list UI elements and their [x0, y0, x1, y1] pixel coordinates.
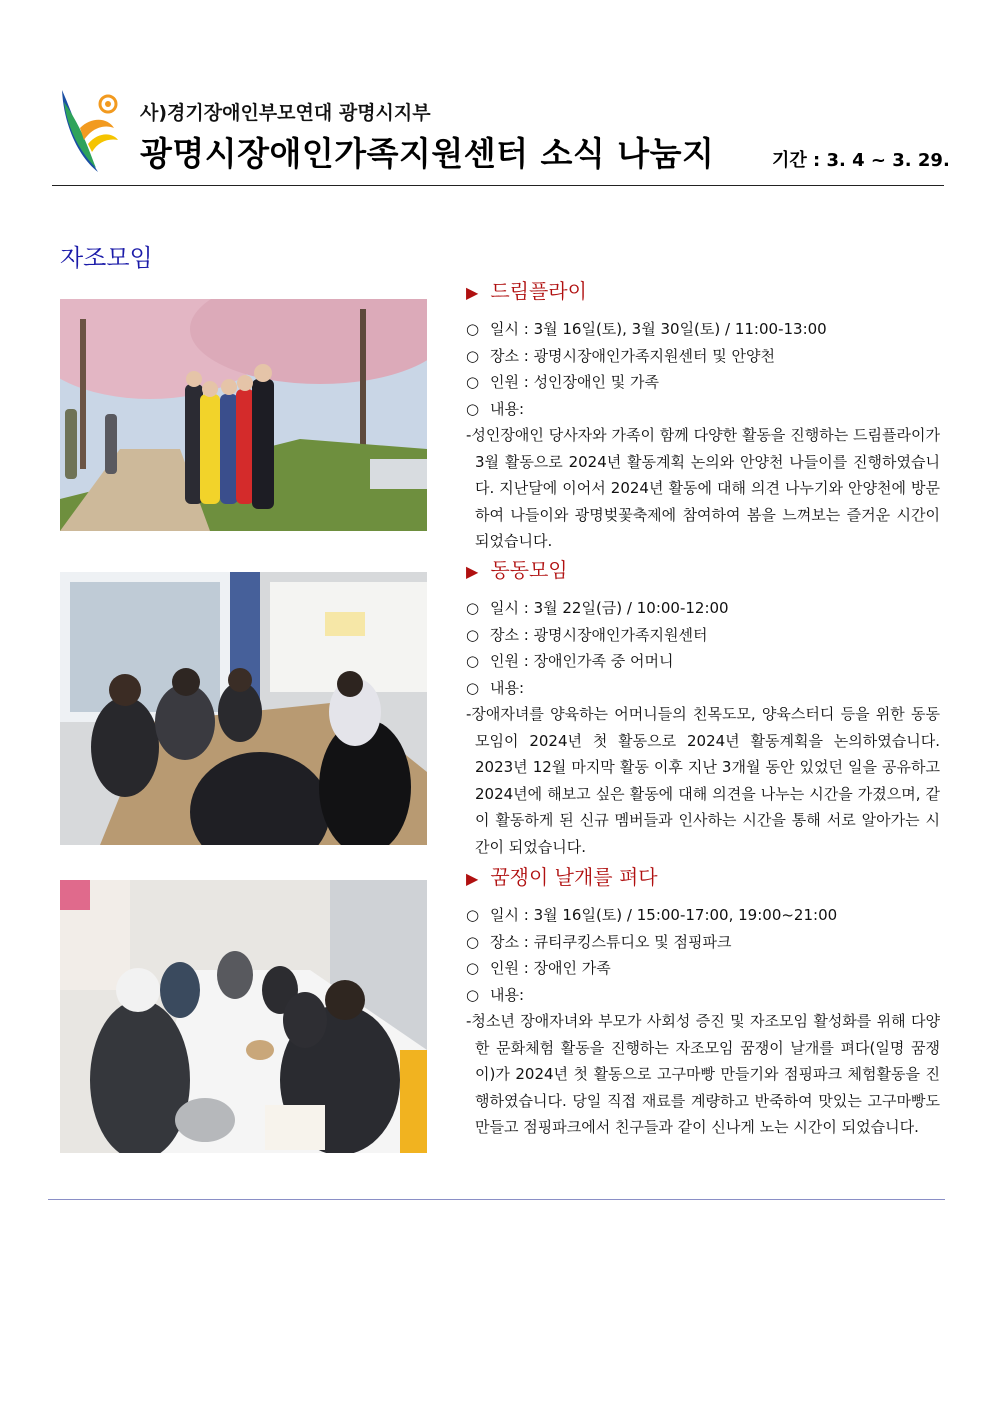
- activity-title-text: 동동모임: [490, 558, 568, 582]
- activity-photo-dongdong: [60, 572, 427, 845]
- section-title: 자조모임: [60, 244, 153, 272]
- circle-bullet-icon: ○: [466, 932, 480, 951]
- triangle-right-icon: ▶: [466, 562, 479, 581]
- triangle-right-icon: ▶: [466, 283, 479, 302]
- circle-bullet-icon: ○: [466, 625, 480, 644]
- circle-bullet-icon: ○: [466, 346, 480, 365]
- circle-bullet-icon: ○: [466, 320, 480, 338]
- circle-bullet-icon: ○: [466, 652, 480, 670]
- activity-participants: ○ 인원 : 장애인가족 중 어머니: [466, 648, 940, 675]
- circle-bullet-icon: ○: [466, 678, 480, 697]
- organization-logo: [58, 88, 124, 174]
- activity-title: [466, 862, 940, 892]
- activity-title: [466, 555, 940, 585]
- activity-place: ○ 장소 : 큐티쿠킹스튜디오 및 점핑파크: [466, 929, 940, 956]
- circle-bullet-icon: ○: [466, 959, 480, 977]
- activity-participants: ○ 인원 : 장애인 가족: [466, 955, 940, 982]
- circle-bullet-icon: ○: [466, 985, 480, 1004]
- activity-description: -장애자녀를 양육하는 어머니들의 친목도모, 양육스터디 등을 위한 동동모임이 2024년 첫 활동으로 2024년 활동계획을 논의하였습니다. 2023년 12월 마지막 활동 이후 지난 3개월 동안 있었던 일을 공유하고 2024년에 해보고 싶은 활동에 대해 의견을 나누는 시간을 가졌으며, 같이 활동하게 된 신규 멤버들과 인사하는 시간을 통해 서로 알아가는 시간이 되었습니다.: [466, 705, 940, 856]
- activity-place: ○ 장소 : 광명시장애인가족지원센터: [466, 622, 940, 649]
- activity-content-label: ○ 내용:: [466, 396, 940, 423]
- activity-participants: ○ 인원 : 성인장애인 및 가족: [466, 369, 940, 396]
- activity-date: ○ 일시 : 3월 16일(토) / 15:00-17:00, 19:00~21:00: [466, 902, 940, 929]
- triangle-right-icon: ▶: [466, 869, 479, 888]
- activity-title: [466, 276, 940, 306]
- activity-content-label: ○ 내용:: [466, 982, 940, 1009]
- circle-bullet-icon: ○: [466, 399, 480, 418]
- header-divider: [52, 185, 944, 186]
- organization-name: 사)경기장애인부모연대 광명시지부: [140, 102, 431, 124]
- activity-photo-kkumjaengi: [60, 880, 427, 1153]
- activity-photo-dreamfly: [60, 299, 427, 531]
- activity-description: -청소년 장애자녀와 부모가 사회성 증진 및 자조모임 활성화를 위해 다양한 문화체험 활동을 진행하는 자조모임 꿈쟁이 날개를 펴다(일명 꿈쟁이)가 2024년 첫 활동으로 고구마빵 만들기와 점핑파크 체험활동을 진행하였습니다. 당일 직접 재료를 계량하고 반죽하여 맛있는 고구마빵도 만들고 점핑파크에서 친구들과 같이 신나게 노는 시간이 되었습니다.: [466, 1012, 940, 1136]
- activity-kkumjaengi: [466, 862, 940, 1141]
- activity-dongdong: [466, 555, 940, 860]
- activity-place: ○ 장소 : 광명시장애인가족지원센터 및 안양천: [466, 343, 940, 370]
- activity-date: ○ 일시 : 3월 22일(금) / 10:00-12:00: [466, 595, 940, 622]
- activity-content-label: ○ 내용:: [466, 675, 940, 702]
- activity-title-text: 꿈쟁이 날개를 펴다: [490, 865, 658, 889]
- circle-bullet-icon: ○: [466, 373, 480, 391]
- page-title: 광명시장애인가족지원센터 소식 나눔지: [140, 134, 715, 173]
- circle-bullet-icon: ○: [466, 599, 480, 617]
- circle-bullet-icon: ○: [466, 906, 480, 924]
- footer-divider: [48, 1199, 945, 1200]
- activity-dreamfly: [466, 276, 940, 555]
- activity-title-text: 드림플라이: [490, 279, 587, 303]
- activity-date: ○ 일시 : 3월 16일(토), 3월 30일(토) / 11:00-13:00: [466, 316, 940, 343]
- activity-description: -성인장애인 당사자와 가족이 함께 다양한 활동을 진행하는 드림플라이가 3월 활동으로 2024년 활동계획 논의와 안양천 나들이를 진행하였습니다. 지난달에 이어서 2024년 활동에 대해 의견 나누기와 안양천에 방문하여 나들이와 광명벚꽃축제에 참여하여 봄을 느껴보는 즐거운 시간이 되었습니다.: [466, 426, 940, 550]
- period-label: 기간 : 3. 4 ~ 3. 29.: [772, 150, 950, 171]
